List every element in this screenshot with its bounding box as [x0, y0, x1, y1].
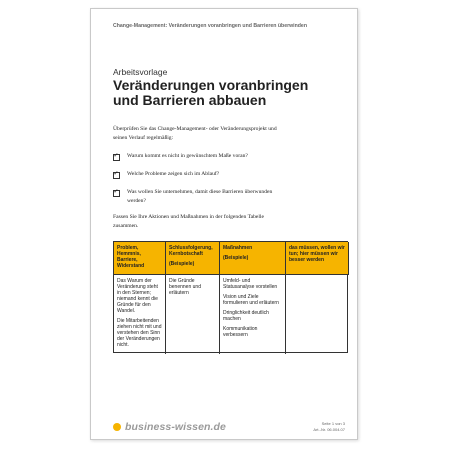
checklist [113, 152, 349, 215]
checked-box-icon [113, 154, 120, 161]
cell-paragraph: Die Gründe benennen und erläutern [169, 278, 201, 296]
intro-line: Überprüfen Sie das Change-Management- oder Veränderungsprojekt und [113, 126, 277, 132]
page-number: Seite 1 von 3 [321, 421, 345, 426]
header-label: Maßnahmen [223, 245, 253, 251]
table-cell [166, 275, 220, 354]
header-label: Problem, Hemmnis, Barriere, Widerstand [117, 245, 145, 269]
checked-box-icon [113, 190, 120, 197]
document-type: Arbeitsvorlage [113, 67, 168, 77]
header-label: das müssen, wollen wir tun; hier müssen wir besser werden [289, 245, 345, 263]
table-header-cell [166, 242, 220, 275]
checklist-line: Welche Probleme zeigen sich im Ablauf? [127, 171, 220, 177]
cell-paragraph: Kommunikation verbessern [223, 326, 258, 338]
checklist-line: Was wollen Sie unternehmen, damit diese Barrieren überwunden [127, 189, 273, 195]
checklist-item-text [127, 152, 248, 161]
checklist-item [113, 188, 349, 206]
checklist-item-text [127, 188, 272, 206]
header-sublabel: (Beispiele) [223, 255, 249, 261]
checklist-line: Warum kommt es nicht in gewünschtem Maße voran? [127, 153, 248, 159]
logo-text: business-wissen.de [125, 421, 227, 433]
instruction-line: Fassen Sie Ihre Aktionen und Maßnahmen in der folgenden Tabelle [113, 214, 264, 220]
intro-line: seinen Verlauf regelmäßig: [113, 135, 174, 141]
checklist-item-text [127, 170, 219, 179]
table-cell [114, 275, 166, 354]
running-header: Change-Management: Veränderungen voranbringen und Barrieren überwinden [113, 23, 307, 29]
table-header-cell [286, 242, 349, 275]
business-wissen-logo [113, 421, 226, 433]
table-cell-empty [286, 275, 349, 354]
instruction-text [113, 213, 343, 231]
intro-text [113, 125, 343, 143]
article-number: Art.-Nr. 06.004.07 [313, 426, 345, 432]
table-cell [220, 275, 286, 354]
table-header-cell [114, 242, 166, 275]
header-sublabel: (Beispiele) [169, 261, 195, 267]
title-line: Veränderungen voranbringen [113, 77, 309, 93]
table-header-cell [220, 242, 286, 275]
checklist-item [113, 170, 349, 179]
cell-paragraph: Dringlichkeit deutlich machen [223, 310, 269, 322]
document-page [90, 8, 358, 440]
footer-meta [313, 421, 345, 432]
instruction-line: zusammen. [113, 223, 139, 229]
cell-paragraph: Das Warum der Veränderung steht in den Sternen; niemand kennt die Gründe für den Wandel. [117, 278, 158, 314]
action-table [113, 241, 348, 353]
checklist-line: werden? [127, 198, 146, 204]
header-label: Schlussfolgerung, Kernbotschaft [169, 245, 213, 257]
document-title [113, 78, 308, 108]
title-line: und Barrieren abbauen [113, 92, 267, 108]
logo-dot-icon [113, 423, 121, 431]
cell-paragraph: Umfeld- und Statusanalyse vorstellen [223, 278, 278, 290]
cell-paragraph: Die Mitarbeitenden ziehen nicht mit und verstehen den Sinn der Veränderungen nicht. [117, 318, 162, 348]
cell-paragraph: Vision und Ziele formulieren und erläutern [223, 294, 279, 306]
checked-box-icon [113, 172, 120, 179]
checklist-item [113, 152, 349, 161]
